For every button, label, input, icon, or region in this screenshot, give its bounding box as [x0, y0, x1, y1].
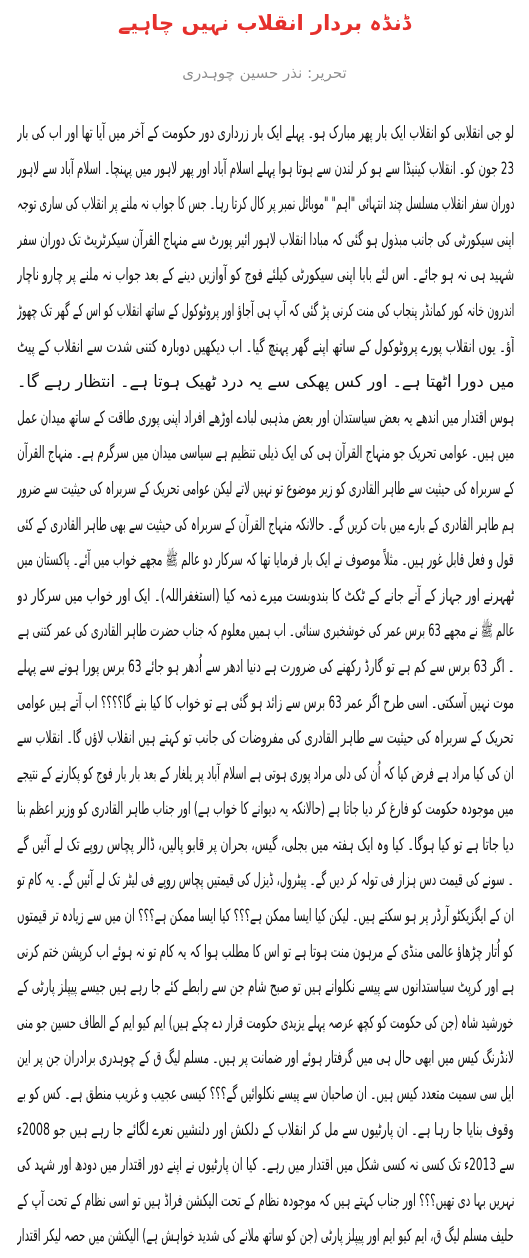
article-line: لو جی انقلابی کو انقلاب ایک بار پھر مبارک ہو۔ پہلے ایک بار زرداری دور حکومت کے آخر میں آیا تھا اور اب کی بار [17, 123, 514, 143]
line-box [17, 1148, 514, 1184]
article-line: ۔ سونے کی قیمت دس ہزار فی تولہ کر دیں گے۔ پیٹرول، ڈیزل کی قیمتیں پچاس روپے فی لیٹر تک لے آئیں گے۔ یہ کام تو [17, 870, 514, 891]
line-box [17, 543, 514, 579]
line-box [17, 650, 514, 686]
line-box [17, 614, 514, 650]
line-box [17, 828, 514, 864]
line-box [17, 970, 514, 1006]
line-box [17, 152, 514, 188]
author-byline: تحریر: نذر حسین چوہدری [182, 64, 347, 82]
article-line: میں دورا اٹھتا ہے۔ اور کس پھکی سے یہ درد ٹھیک ہوتا ہے۔ انتظار رہے گا۔ [17, 372, 514, 393]
article-line: دوران سفر انقلاب مسلسل چند انتہائی "اہم" "موبائل نمبر پر کال کرتا رہا۔ جس کا جواب نہ ملنے پر انقلاب کی ساری توجہ [17, 194, 514, 215]
line-box [17, 1113, 514, 1149]
article-line: ایل سی سمیت متعدد کیس ہیں۔ ان صاحبان سے پیسے نکلوائیں گے؟؟؟ کیسی عجیب و غریب منطق ہے۔ کس کو بے [17, 1084, 514, 1105]
article-line: اپنی سیکورٹی کی جانب مبذول ہو گئی کہ مبادا انقلاب لاہور ائیر پورٹ سے منہاج القرآن سیکرٹریٹ تک دوران سفر [17, 229, 514, 250]
article-line: ہوس اقتدار میں اندھے یہ بعض سیاستدان اور بعض مذہبی لبادے اوڑھے افراد اپنی پوری طاقت کے ساتھ میدان عمل [17, 407, 514, 428]
paragraph [17, 401, 514, 1255]
line-box [17, 223, 514, 259]
article-line: ان کے ایگزیکٹو آرڈر پر ہو سکتے ہیں۔ لیکن کیا ایسا ممکن ہے؟؟؟ کیا ایسا ممکن ہے؟؟؟ ان میں سے زیادہ تر قیمتوں [17, 906, 514, 927]
line-box [17, 721, 514, 757]
line-box [17, 935, 514, 971]
article-line: ہم طاہر القادری کے بارے میں بات کریں گے۔ حالانکہ منہاج القرآن کے سربراہ کی حیثیت سے بھی طاہر القادری کے کئی [17, 514, 514, 535]
line-box [17, 365, 514, 401]
article-line: ۔ اگر 63 برس سے کم ہے تو گارڈ رکھنے کی ضرورت ہے دنیا ادھر سے اُدھر ہو جائے 63 برس پورا ہونے سے پہلے [17, 656, 514, 677]
line-box [17, 401, 514, 437]
line-box [17, 508, 514, 544]
article-line: لانڈرنگ کیس میں ابھی حال ہی میں گرفتار ہوئے اور ضمانت پر ہیں۔ مسلم لیگ ق کے چوہدری برادران جن پر این [17, 1048, 514, 1069]
article-line: 23 جون کو۔ انقلاب کینیڈا سے ہو کر لندن سے ہوتا ہوا پہلے اسلام آباد اور پھر لاہور میں پہنچا۔ اسلام آباد سے لاہور [17, 158, 514, 179]
article-line: نہریں بہا دی تھیں؟؟؟ اور جناب کہتے ہیں کہ موجودہ نظام کے تحت الیکشن فراڈ ہیں تو اسی نظام کے تحت آپ کے [17, 1190, 514, 1211]
article-line: آؤ۔ یوں انقلاب پورے پروٹوکول کے ساتھ اپنے گھر پہنچ گیا۔ اب دیکھیں دوبارہ کتنی شدت سے انقلاب کے پیٹ [17, 336, 514, 357]
article-line: ہے اور کرپٹ سیاستدانوں سے پیسے نکلوانے ہیں تو صبح شام جن سے رابطے کئے جا رہے ہیں جیسے پیپلز پارٹی کے [17, 977, 514, 998]
article-line: حلیف مسلم لیگ ق، ایم کیو ایم اور پیپلز پارٹی (جن کو ساتھ ملانے کی شدید خواہش ہے) الیکشن میں حصہ لیکر اقتدار [17, 1226, 514, 1247]
article-line: سے 2013ء تک کسی نہ کسی شکل میں اقتدار میں رہے۔ کیا ان پارٹیوں نے اپنے دور اقتدار میں دودھ اور شہد کی [17, 1155, 514, 1176]
line-box [17, 1041, 514, 1077]
line-box [17, 792, 514, 828]
article-line: ان کی کیا مراد ہے فرض کیا کہ اُن کی دلی مراد پوری ہوتی ہے اسلام آباد پر یلغار کے بعد بار بار فوج کو پکارنے کے نتیجے [17, 763, 514, 784]
line-box [17, 899, 514, 935]
line-box [17, 757, 514, 793]
line-box [17, 187, 514, 223]
line-box [17, 1184, 514, 1220]
article-line: عالم ﷺ نے مجھے 63 برس عمر کی خوشخبری سنائی۔ اب ہمیں معلوم کہ جناب حضرت طاہر القادری کی عمر کتنی ہے [17, 621, 514, 642]
article-line: قول و فعل قابل غور ہیں۔ مثلاً موصوف نے ایک بار فرمایا تھا کہ سرکار دو عالم ﷺ مجھے خواب میں آئے۔ پاکستان میں [17, 550, 514, 571]
article-line: شہید ہی نہ ہو جائے۔ اس لئے بابا اپنی سیکورٹی کیلئے فوج کو آوازیں دینے کے بعد جواب نہ ملنے پر چارو ناچار [17, 265, 514, 286]
article-line: موت نہیں آسکتی۔ اسی طرح اگر عمر 63 برس سے زائد ہو گئی ہے تو خواب کا کیا بنے گا؟؟؟؟ اب آتے ہیں عوامی [17, 692, 514, 713]
line-box [17, 472, 514, 508]
line-box [17, 436, 514, 472]
line-box [17, 579, 514, 615]
article-line: تحریک کے سربراہ کی حیثیت سے طاہر القادری کی مفروضات کی جانب تو کہتے ہیں انقلاب لاؤں گا۔ انقلاب سے [17, 728, 514, 749]
line-box [17, 1077, 514, 1113]
line-box [17, 686, 514, 722]
line-box [17, 294, 514, 330]
line-box [17, 116, 514, 152]
line-box [17, 258, 514, 294]
article-line: کو اُتار چڑھاؤ عالمی منڈی کے مرہون منت ہوتا ہے تو اس کا مطلب ہوا کہ یہ کام تو نہ ہوئے اب کرپشن ختم کرنی [17, 941, 514, 962]
article-body [17, 116, 514, 1255]
article-line: ٹھہرنے اور جہاز کے آنے جانے کے ٹکٹ کا بندوبست میرے ذمہ کیا (استغفراللہ)۔ ایک اور خواب میں سرکار دو [17, 585, 514, 606]
article-line: وقوف بنایا جا رہا ہے۔ ان پارٹیوں سے مل کر انقلاب کے دلکش اور دلنشیں نعرے لگائے جا رہے ہیں جو 2008ء [17, 1119, 514, 1140]
article-title: ڈنڈہ بردار انقلاب نہیں چاہیے [117, 11, 412, 35]
paragraph [17, 116, 514, 401]
article-line: میں موجودہ حکومت کو فارغ کر دیا جاتا ہے (حالانکہ یہ دیوانے کا خواب ہے) اور جناب طاہر القادری کو وزیر اعظم بنا [17, 799, 514, 820]
article-line: میں ہیں۔ عوامی تحریک جو منہاج القرآن ہی کی ایک ذیلی تنظیم ہے سیاسی میدان میں سرگرم ہے۔ منہاج القرآن [17, 443, 514, 464]
article-line: کے سربراہ کی حیثیت سے طاہر القادری کو زیر موضوع تو نہیں لاتے لیکن عوامی تحریک کے سربراہ کی حیثیت سے ضرور [17, 478, 514, 499]
article-line: اندرون خانہ کور کمانڈر پنجاب کی منت کرنی پڑ گئی کہ آپ ہی آجاؤ اور پروٹوکول کے ساتھ انقلاب کو اس کے گھر تک چھوڑ [17, 300, 514, 321]
line-box [17, 1219, 514, 1255]
line-box [17, 1006, 514, 1042]
article-line: دیا جاتا ہے تو کیا ہوگا۔ کیا وہ ایک ہفتہ میں بجلی، گیس، بحران پر قابو پالیں، ڈالر پچاس روپے تک لے آئیں گے [17, 834, 514, 855]
line-box [17, 863, 514, 899]
line-box [17, 330, 514, 366]
article-line: خورشید شاہ (جن کی حکومت کو کچھ عرصہ پہلے یزیدی حکومت قرار دے چکے ہیں) ایم کیو ایم کے الطاف حسین جو منی [17, 1012, 514, 1033]
